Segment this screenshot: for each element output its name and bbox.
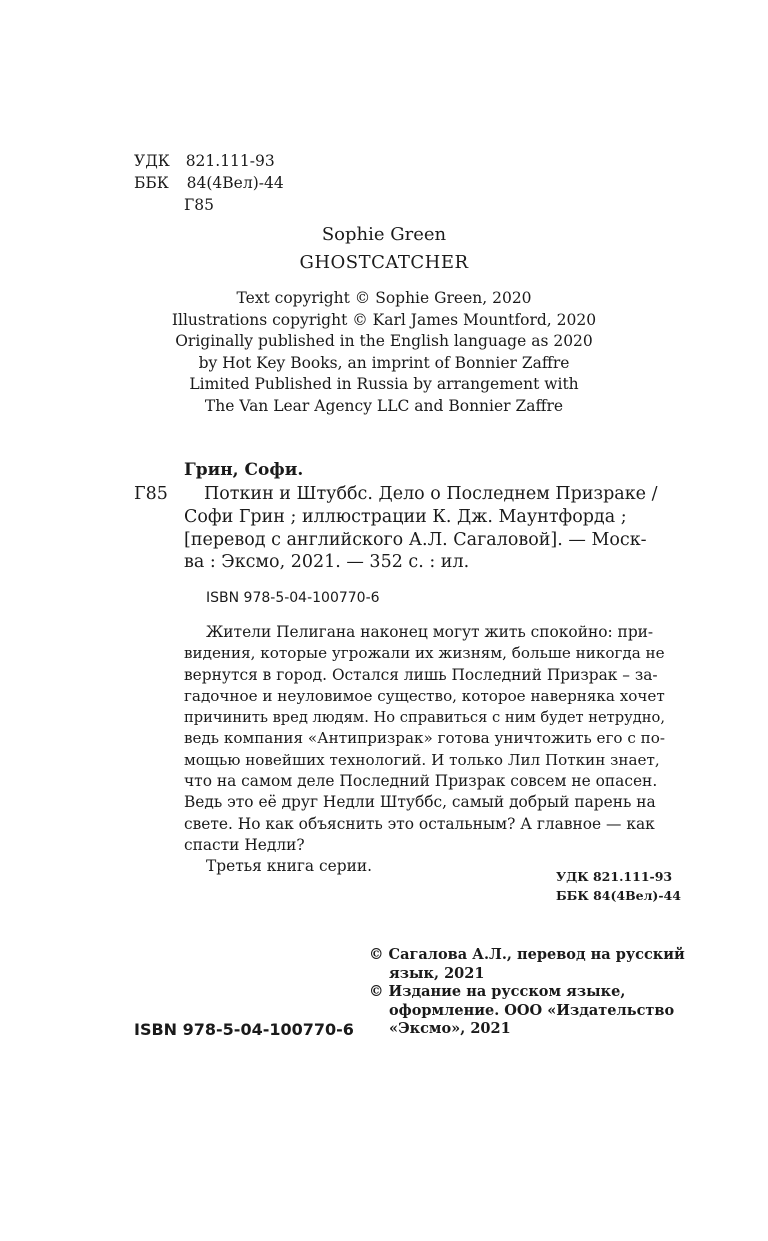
author-code-row [134,194,284,216]
copyright-line: Illustrations copyright © Karl James Mountford, 2020 [171,310,597,329]
udk-label: УДК [134,152,170,170]
udk-value: 821.111-93 [185,152,275,170]
annotation [184,622,666,878]
copyright-line: by Hot Key Books, an imprint of Bonnier Zaffre [198,353,570,372]
copyright-line: Originally published in the English language as 2020 [175,332,593,351]
edition-copyright-cont: «Эксмо», 2021 [389,1020,511,1037]
annotation-line: Жители Пелигана наконец могут жить спокойно: при- [206,623,654,641]
copyright-line: Limited Published in Russia by arrangement with [189,375,579,394]
classification-block [134,150,284,216]
annotation-line: спасти Недли? [184,835,305,854]
annotation-line: видения, которые угрожали их жизням, больше никогда не [184,644,665,663]
annotation-udk: УДК 821.111-93 [556,869,673,884]
translation-copyright-cont: язык, 2021 [389,964,485,982]
copyright-line: The Van Lear Agency LLC and Bonnier Zaffre [204,396,564,415]
translation-copyright: © Сагалова А.Л., перевод на русский [369,946,685,963]
isbn-footer: ISBN 978-5-04-100770-6 [134,1020,354,1039]
description-line: Софи Грин ; иллюстрации К. Дж. Маунтфорда ; [184,506,627,527]
edition-copyright: © Издание на русском языке, [369,983,626,1000]
annotation-line: свете. Но как объяснить это остальным? А главное — как [184,814,655,833]
author-code: Г85 [184,196,214,214]
original-copyright-block [0,288,768,418]
original-title: GHOSTCATCHER [299,252,469,273]
annotation-line: мощью новейших технологий. И только Лил Поткин знает, [184,750,660,769]
series-note: Третья книга серии. [206,857,372,876]
record-isbn: ISBN 978-5-04-100770-6 [206,590,380,606]
udk-row [134,150,284,172]
annotation-line: причинить вред людям. Но справиться с ним будет нетрудно, [184,709,665,727]
record-code: Г85 [134,484,168,504]
bbk-label: ББК [134,174,169,192]
annotation-line: Ведь это её друг Недли Штуббс, самый добрый парень на [184,793,656,812]
annotation-bbk: ББК 84(4Вел)-44 [556,888,681,903]
record-author-heading: Грин, Софи. [184,460,304,480]
record-description [184,483,666,574]
copyright-line: Text copyright © Sophie Green, 2020 [236,289,532,307]
original-author: Sophie Green [321,224,447,245]
description-line [184,483,666,506]
annotation-line: вернутся в город. Остался лишь Последний Призрак – за- [184,665,658,684]
annotation-line: гадочное и неуловимое существо, которое наверняка хочет [184,686,665,705]
edition-copyright-cont: оформление. ООО «Издательство [389,1001,675,1019]
description-text: Поткин и Штуббс. Дело о Последнем Призраке / [204,484,658,504]
annotation-line: что на самом деле Последний Призрак совсем не опасен. [184,772,658,791]
annotation-line: ведь компания «Антипризрак» готова уничтожить его с по- [184,729,665,748]
bbk-row [134,172,284,194]
description-line: [перевод с английского А.Л. Сагаловой]. — Моск- [184,529,647,550]
description-line: ва : Эксмо, 2021. — 352 с. : ил. [184,552,470,573]
annotation-classification [556,867,681,905]
copyright-block [369,946,685,1039]
bbk-value: 84(4Вел)-44 [186,174,284,192]
